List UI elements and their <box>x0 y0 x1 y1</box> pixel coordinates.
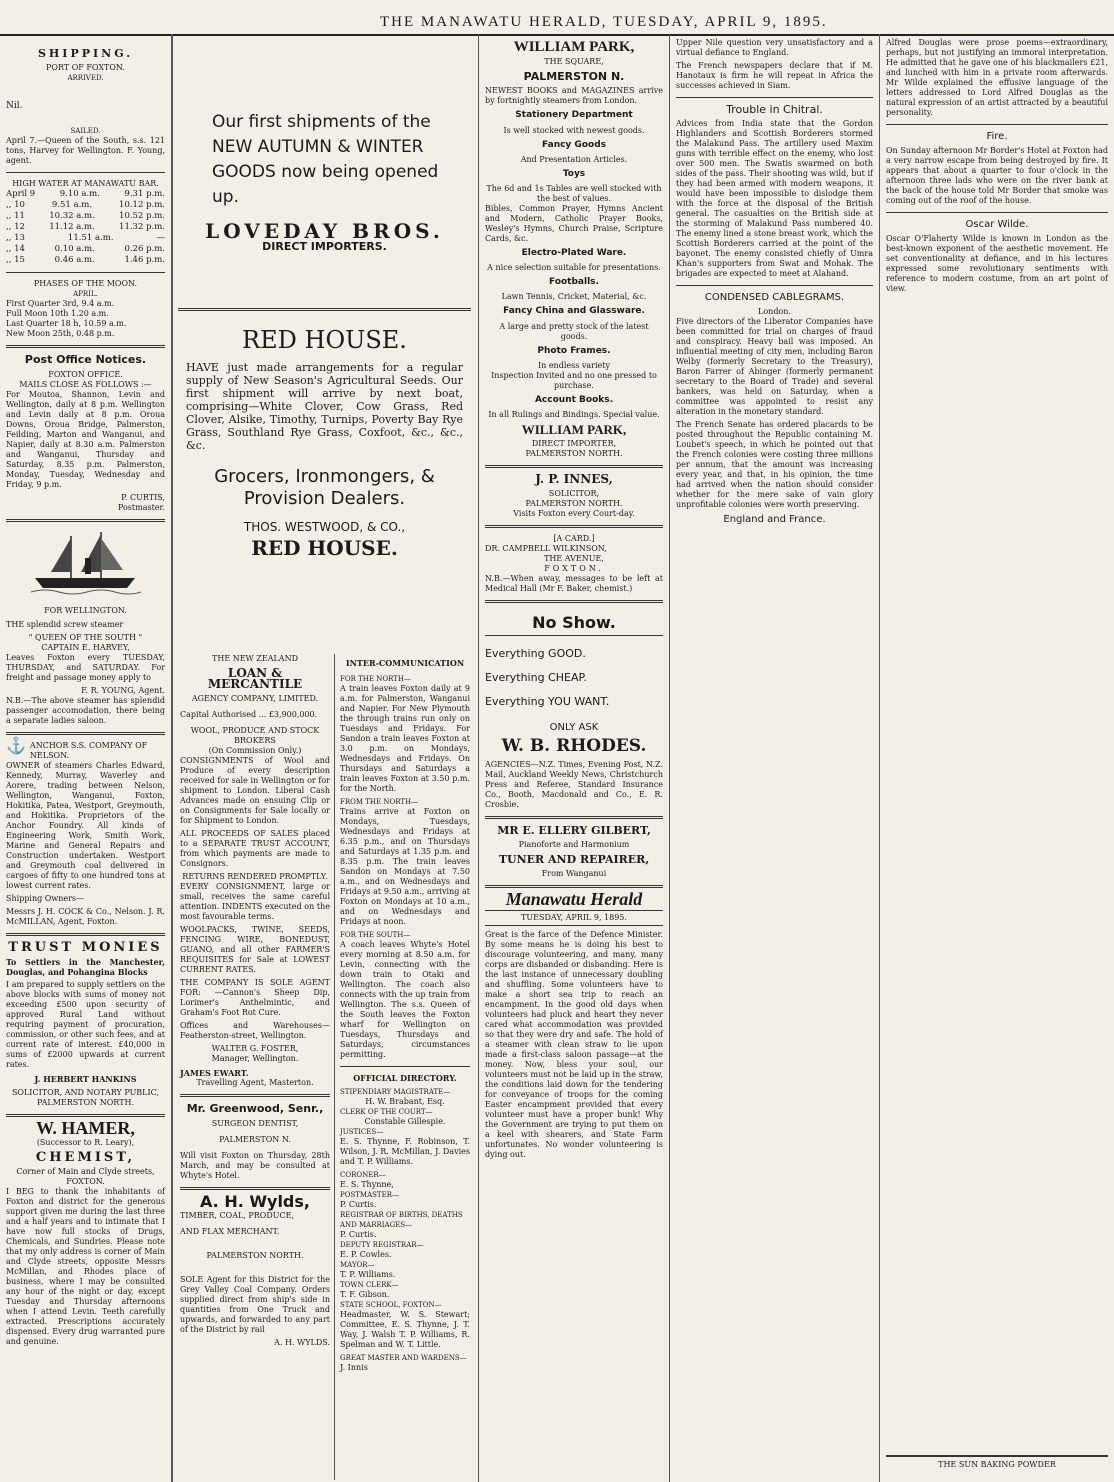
high-water-row <box>6 222 165 233</box>
park-city: PALMERSTON N. <box>523 70 625 84</box>
gilbert-from: From Wanganui <box>541 869 607 879</box>
inter-south: FOR THE SOUTH— <box>340 931 411 939</box>
moon-title: PHASES OF THE MOON. <box>33 279 138 289</box>
divider <box>6 732 165 735</box>
park-text: NEWEST BOOKS and MAGAZINES arrive by fortnightly steamers from London. <box>485 86 663 106</box>
justices-value: E. S. Thynne, F. Robinson, T. Wilson, J. R. McMillan, J. Davies and T. P. Williams. <box>340 1137 470 1166</box>
deputy-value: E. P. Cowles. <box>340 1250 392 1259</box>
chitral-title: Trouble in Chitral. <box>726 103 823 116</box>
school-label: STATE SCHOOL, FOXTON— <box>340 1301 442 1309</box>
school-value: Headmaster, W. S. Stewart; Committee, E. S. Thynne, J. T. Way, J. Walsh T. P. Williams, R. Spelman and W. T. Little. <box>340 1310 470 1349</box>
toys-title: Toys <box>562 168 586 179</box>
oscar-text: Oscar O'Flaherty Wilde is known in London as the best-known exponent of the aesthetic movement. He set conventionality at defiance, and in his lectures expressed some revolutionary sentiments with reference to modern costume, from an art point of view. <box>886 234 1108 294</box>
moon-line: New Moon 25th, 0.48 p.m. <box>6 329 115 339</box>
park-square: THE SQUARE, <box>544 57 604 67</box>
footballs-title: Footballs. <box>549 277 599 288</box>
hankins-name: J. HERBERT HANKINS <box>34 1073 137 1084</box>
china-text: A large and pretty stock of the latest goods. <box>499 321 649 341</box>
rhodes-name: W. B. RHODES. <box>501 735 647 756</box>
divider <box>180 1187 330 1190</box>
inter-communication <box>340 654 470 1373</box>
chemist-title: CHEMIST, <box>35 1150 136 1166</box>
account-text: In all Rulings and Bindings. Special value. <box>488 410 660 420</box>
sailed-label: SAILED. <box>70 127 101 136</box>
high-water-cell: ,, 14 <box>6 244 25 255</box>
greenwood-text: Will visit Foxton on Thursday, 28th March, and may be consulted at Whyte's Hotel. <box>180 1150 330 1180</box>
grocers-title: Grocers, Ironmongers, & Provision Dealers. <box>214 465 435 509</box>
paper-nameplate: Manawatu Herald <box>505 889 643 910</box>
high-water-row <box>6 255 165 266</box>
postmaster-label: POSTMASTER— <box>340 1191 399 1199</box>
stipendiary-label: STIPENDIARY MAGISTRATE— <box>340 1088 451 1096</box>
oscar-title: Oscar Wilde. <box>965 219 1029 231</box>
high-water-cell: ,, 10 <box>6 200 25 211</box>
registrar-value: P. Curtis. <box>340 1230 377 1239</box>
park-name: WILLIAM PARK, <box>513 39 635 55</box>
toys-text: The 6d and 1s Tables are well stocked with the best of values. <box>486 184 662 204</box>
nz-text1: CONSIGNMENTS of Wool and Produce of every description received for sale in Wellington or for shipment to London. Liberal Cash Advances made on ensuing Clip or on Consignments for Sale locally or for Shipment to London. <box>180 756 330 826</box>
wylds-city: PALMERSTON NORTH. <box>206 1250 304 1260</box>
stipendiary-value: H. W. Brabant, Esq. <box>365 1097 445 1106</box>
account-title: Account Books. <box>534 394 614 405</box>
loveday-text: Our first shipments of the NEW AUTUMN & WINTER GOODS now being opened up. <box>212 112 439 207</box>
nz-manager: Manager, Wellington. <box>211 1054 299 1064</box>
divider <box>485 635 663 636</box>
wilkinson-note: N.B.—When away, messages to be left at Medical Hall (Mr F. Baker, chemist.) <box>485 574 663 594</box>
noshow-title: No Show. <box>532 613 616 633</box>
divider <box>886 124 1108 125</box>
inter-from: FROM THE NORTH— <box>340 798 419 806</box>
nz-text3: EVERY CONSIGNMENT, large or small, receives the same careful attention. INDENTS executed on the most favourable terms. <box>180 882 330 922</box>
footballs-text: Lawn Tennis, Cricket, Material, &c. <box>501 292 647 302</box>
england-title: England and France. <box>723 514 826 526</box>
nz-sub: AGENCY COMPANY, LIMITED. <box>191 694 319 704</box>
high-water-cell: 9.51 a.m. <box>51 200 93 211</box>
innes-role: SOLICITOR, <box>548 489 600 499</box>
shipping-title: SHIPPING. <box>37 47 134 60</box>
clerk-label: CLERK OF THE COURT— <box>340 1108 433 1116</box>
coroner-value: E. S. Thynne, <box>340 1180 394 1189</box>
inter-north: FOR THE NORTH— <box>340 675 411 683</box>
high-water-row <box>6 233 165 244</box>
hamer-sub: (Successor to R. Leary), <box>36 1138 135 1148</box>
redhouse-footer: RED HOUSE. <box>251 535 398 560</box>
townclerk-value: T. F. Gibson. <box>340 1290 390 1299</box>
port-title: PORT OF FOXTON. <box>46 63 125 73</box>
nz-wool: WOOL, PRODUCE AND STOCK BROKERS <box>190 726 320 746</box>
wylds-name: A. H. Wylds, <box>200 1191 310 1211</box>
london-title: London. <box>758 307 791 317</box>
high-water-cell: April 9 <box>6 189 36 200</box>
everything-list <box>485 642 663 714</box>
column-news <box>670 34 880 1482</box>
china-title: Fancy China and Glassware. <box>503 306 645 317</box>
trust-sub: To Settlers in the Manchester, Douglas, and Pohangina Blocks <box>6 956 165 977</box>
post-office-sub: FOXTON OFFICE. <box>48 369 123 379</box>
loveday-name: LOVEDAY BROS. <box>205 219 444 243</box>
divider <box>485 465 663 468</box>
divider <box>676 285 873 286</box>
ewart-name: JAMES EWART. <box>180 1068 249 1079</box>
trust-title: TRUST MONIES <box>8 939 163 955</box>
official-title: OFFICIAL DIRECTORY. <box>353 1073 457 1083</box>
high-water-row <box>6 189 165 200</box>
column-wilde <box>880 34 1114 1482</box>
park-city-2: PALMERSTON NORTH. <box>525 449 623 459</box>
wylds-line2: AND FLAX MERCHANT. <box>180 1226 280 1236</box>
stationery-title: Stationery Department <box>515 110 633 121</box>
clerk-value: Constable Gillespie. <box>364 1117 446 1126</box>
fancy-text: And Presentation Articles. <box>520 154 628 164</box>
wilkinson-name: DR. CAMPBELL WILKINSON, <box>485 544 607 554</box>
moon-line: First Quarter 3rd, 9.4 a.m. <box>6 299 115 309</box>
wilkinson-town: FOXTON. <box>544 564 604 574</box>
nz-name: LOAN & MERCANTILE <box>207 666 303 692</box>
loveday-sub: DIRECT IMPORTERS. <box>262 240 387 254</box>
hankins-sub: SOLICITOR, AND NOTARY PUBLIC, PALMERSTON NORTH. <box>11 1087 160 1107</box>
high-water-cell: ,, 15 <box>6 255 25 266</box>
nz-loan-ad <box>180 654 330 1348</box>
hamer-name: W. HAMER, <box>36 1117 135 1138</box>
registrar-label: REGISTRAR OF BIRTHS, DEATHS AND MARRIAGES— <box>340 1211 463 1229</box>
high-water-cell: 10.32 a.m. <box>49 211 95 222</box>
post-office-role: Postmaster. <box>117 502 165 512</box>
high-water-cell: 0.26 p.m. <box>124 244 165 255</box>
high-water-cell: 9.10 a.m. <box>59 189 100 200</box>
nz-office: Offices and Warehouses—Featherston-street, Wellington. <box>180 1021 330 1041</box>
column-shipping <box>0 34 172 1482</box>
divider <box>485 816 663 819</box>
steamship-icon <box>31 528 141 600</box>
divider <box>485 600 663 603</box>
high-water-row <box>6 244 165 255</box>
electro-title: Electro-Plated Ware. <box>521 248 627 259</box>
hamer-text: I BEG to thank the inhabitants of Foxton and district for the generous support given me during the last three and a half years and to intimate that I have now full stocks of Drugs, Chemicals, and Sundries. Please note that my only address is corner of Main and Clyde streets, opposite Messrs McMillan, and Rhodes place of business, where I may be consulted any hour of the night or day, except Tuesday and Thursday afternoons when I attend Levin. Teeth carefully extracted. Prescriptions accurately dispensed. Every drug warranted pure and genuine. <box>6 1187 165 1347</box>
high-water-cell: 0.46 a.m. <box>54 255 95 266</box>
westwood-name: THOS. WESTWOOD, & CO., <box>243 519 406 534</box>
steamer-intro: THE splendid screw steamer <box>6 619 124 629</box>
innes-text: Visits Foxton every Court-day. <box>513 509 635 519</box>
innes-address: PALMERSTON NORTH. <box>525 499 623 509</box>
france-text: The French Senate has ordered placards to be posted throughout the Republic containing M. Loubet's speech, in which he pointed out that the French colonies were costing three millions per annum, that the amount was increasing every year, and that, in his opinion, the time had arrived when the nation should consider whether for the mere sake of vain glory unprofitable colonies were worth preserving. <box>676 420 873 510</box>
high-water-title: HIGH WATER AT MANAWATU BAR. <box>12 179 159 189</box>
post-office-sign: P. CURTIS, <box>121 492 165 502</box>
high-water-cell: ,, 12 <box>6 222 25 233</box>
park-importer: DIRECT IMPORTER, <box>531 439 617 449</box>
everything-want: Everything YOU WANT. <box>485 694 610 708</box>
nz-returns: RETURNS RENDERED PROMPTLY. <box>182 872 328 882</box>
gilbert-tuner: TUNER AND REPAIRER, <box>498 853 650 867</box>
anchor-icon: ⚓ <box>6 735 26 755</box>
mails-label: MAILS CLOSE AS FOLLOWS :— <box>19 379 152 389</box>
divider <box>180 1094 330 1097</box>
page-header <box>0 0 1114 36</box>
moon-lines <box>6 299 165 339</box>
divider <box>6 1114 165 1117</box>
anchor-heading <box>6 735 165 761</box>
everything-cheap: Everything CHEAP. <box>485 670 587 684</box>
card-label: [A CARD.] <box>553 534 595 544</box>
post-office-text: For Moutoa, Shannon, Levin and Wellington, daily at 8 p.m. Wellington and Levin daily at 8 p.m. Oroua Downs, Oroua Bridge, Palmerston, Feilding, Marton and Wanganui, and Napier, daily at 8.30 a.m. Palmerston and Wanganui, Thursday and Saturday, 8.35 p.m. Palmerston, Monday, Tuesday, Wednesday and Friday, 9 p.m. <box>6 389 165 489</box>
divider <box>6 519 165 522</box>
high-water-cell: 0.10 a.m. <box>54 244 95 255</box>
bibles-text: Bibles, Common Prayer, Hymns Ancient and Modern, Catholic Prayer Books, Wesley's Hymns, Church Praise, Scripture Cards, &c. <box>485 204 663 244</box>
editorial-text: Great is the farce of the Defence Minister. By some means he is doing his best to discourage volunteering, and many, many corps are disbanded or disbanding. Here is the last instance of unnecessary doubling and shuffling. Some volunteers have to make a short sea trip to reach an encampment. In the good old days when volunteers had pluck and heart they never cared what accommodation was provided so that they were dry and safe. The hold of a steamer with clean straw to lie upon made a first-class saloon passage—at the money. Now, bless your soul, our volunteers must not be laid up in the straw, the conditions laid down for the tendering for conveyance of troops for the coming Easter encampment provided that every volunteer must have a proper bunk! Why the Government are trying to put them on a keel with shearers, and State Farm unfortunates. No wonder volunteering is dying out. <box>485 929 663 1159</box>
stationery-text: Is well stocked with newest goods. <box>503 125 645 135</box>
divider <box>886 212 1108 213</box>
post-office-title: Post Office Notices. <box>24 353 147 367</box>
high-water-cell: ,, 11 <box>6 211 25 222</box>
ewart-sub: Travelling Agent, Masterton. <box>196 1078 314 1088</box>
wilkinson-avenue: THE AVENUE, <box>544 554 604 564</box>
wylds-sign: A. H. WYLDS. <box>274 1337 330 1347</box>
divider <box>340 1066 470 1067</box>
column-park-rhodes <box>478 34 670 1482</box>
divider <box>485 525 663 528</box>
divider <box>485 885 663 888</box>
captain: CAPTAIN E. HARVEY, <box>41 642 130 652</box>
shipping-owners: Shipping Owners— <box>6 893 85 903</box>
nz-text4: WOOLPACKS, TWINE, SEEDS, FENCING WIRE, BONEDUST, GUANO, and all other FARMER'S REQUISITES for Sale at LOWEST CURRENT RATES. <box>180 925 330 975</box>
high-water-row <box>6 211 165 222</box>
wylds-line1: TIMBER, COAL, PRODUCE, <box>180 1210 294 1220</box>
gilbert-name: MR E. ELLERY GILBERT, <box>497 824 651 838</box>
justices-label: JUSTICES— <box>340 1128 384 1136</box>
fire-text: On Sunday afternoon Mr Border's Hotel at Foxton had a very narrow escape from being destroyed by fire. It appears that about a quarter to four o'clock in the afternoon three lads who were on the river bank at the back of the house told Mr Border that smoke was coming out of the roof of the house. <box>886 146 1108 206</box>
park-name-2: WILLIAM PARK, <box>521 422 627 438</box>
high-water-cell: 11.32 p.m. <box>119 222 165 233</box>
only-ask: ONLY ASK <box>549 721 599 733</box>
moon-line: Full Moon 10th 1.20 a.m. <box>6 309 109 319</box>
redhouse-text: HAVE just made arrangements for a regular supply of New Season's Agricultural Seeds. Our first shipment will arrive by next boat, comprising—White Clover, Cow Grass, Red Clover, Alsike, Timothy, Turnips, Poverty Bay Rye Grass, Southland Rye Grass, Coxfoot, &c., &c., &c. <box>186 360 463 452</box>
arrived-nil: Nil. <box>6 101 23 112</box>
coroner-label: CORONER— <box>340 1171 386 1179</box>
sailed-text: April 7.—Queen of the South, s.s. 121 tons, Harvey for Wellington. F. Young, agent. <box>6 136 165 166</box>
anchor-agents: Messrs J. H. COCK & Co., Nelson. J. R. McMILLAN, Agent, Foxton. <box>6 906 165 926</box>
london-text: Five directors of the Liberator Companies have been committed for trial on charges of fraud and conspiracy. Heavy bail was imposed. An influential meeting of city men, including Baron Welby (formerly Secretary to the Treasury), Baron Farrer of Abinger (formerly permanent secretary to the Board of Trade) and several bankers, was held on Saturday, when a committee was appointed to resist any alteration in the monetary standard. <box>676 317 873 417</box>
mayor-value: T. P. Williams. <box>340 1270 396 1279</box>
arrived-label: ARRIVED. <box>67 74 104 83</box>
redhouse-title: RED HOUSE. <box>242 326 407 355</box>
high-water-cell: 10.12 p.m. <box>119 200 165 211</box>
invite-text: Inspection Invited and no one pressed to purchase. <box>491 370 657 390</box>
high-water-row <box>6 200 165 211</box>
mayor-label: MAYOR— <box>340 1261 375 1269</box>
greenwood-sub: SURGEON DENTIST, <box>211 1118 299 1128</box>
column-advertisements <box>172 34 477 1482</box>
divider <box>6 933 165 936</box>
fire-title: Fire. <box>986 131 1008 142</box>
nz-comm: (On Commission Only.) <box>208 746 302 756</box>
electro-text: A nice selection suitable for presentations. <box>487 263 661 273</box>
photo-title: Photo Frames. <box>537 345 611 356</box>
nz-capital: Capital Authorised ... £3,900,000. <box>180 710 318 720</box>
high-water-cell: 1.46 p.m. <box>124 255 165 266</box>
french-papers-text: The French newspapers declare that if M. Hanotaux is firm he will repeat in Africa the successes achieved in Siam. <box>676 61 873 90</box>
chitral-text: Advices from India state that the Gordon Highlanders and Scottish Borderers stormed the Malakund Pass. The artillery used Maxim guns with terrible effect on the enemy, who lost over 500 men. The Swatis swarmed on both sides of the pass. Their shooting was wild, but if they had been armed with modern weapons, it would have been impossible to dislodge them with the force at the disposal of the British general. The casualties on the British side at the storming of Malakund Pass numbered 40. The enemy lined a stone breast work, which the Scottish Borderers carried at the point of the bayonet. The enemy consisted chiefly of Umra Khan's supporters from Swat and Mohak. The brigades are expected to meet at Alahand. <box>676 119 873 279</box>
shipping-agent: F. R. YOUNG, Agent. <box>81 685 165 695</box>
moon-month: APRIL. <box>73 290 98 299</box>
inter-text2: Trains arrive at Foxton on Mondays, Tuesdays, Wednesdays and Fridays at 6.35 p.m., and on Thursdays and Saturdays at 1.35 p.m. and 8.35 p.m. The train leaves Sandon on Mondays at 7.50 a.m., and on Wednesdays and Fridays at 9.50 a.m., arriving at Foxton on Mondays at 10 a.m., and on Wednesdays and Fridays at noon. <box>340 807 470 926</box>
inter-text3: A coach leaves Whyte's Hotel every morning at 8.50 a.m. for Levin, connecting with the down train to Otaki and Wellington. The coach also connects with the up train from Wellington. The s.s. Queen of the South leaves the Foxton wharf for Wellington on Tuesdays, Thursdays and Saturdays, circumstances permitting. <box>340 940 470 1059</box>
gw-label: GREAT MASTER AND WARDENS— <box>340 1354 467 1362</box>
paper-date: TUESDAY, APRIL 9, 1895. <box>485 910 663 926</box>
nz-title: THE NEW ZEALAND <box>212 654 298 663</box>
greenwood-name: Mr. Greenwood, Senr., <box>186 1102 324 1116</box>
wylds-text: SOLE Agent for this District for the Grey Valley Coal Company. Orders supplied direct from ship's side in quantities from One Truck and upwards, and forwarded to any part of the District by rail <box>180 1274 330 1334</box>
greenwood-city: PALMERSTON N. <box>219 1134 291 1144</box>
nz-text5: THE COMPANY IS SOLE AGENT FOR: —Cannon's Sheep Dip, Lorimer's Anthelmintic, and Graham's Foot Rot Cure. <box>180 978 330 1018</box>
deputy-label: DEPUTY REGISTRAR— <box>340 1241 424 1249</box>
high-water-cell: — <box>156 233 165 244</box>
condensed-title: CONDENSED CABLEGRAMS. <box>704 292 845 304</box>
steamer-note: N.B.—The above steamer has splendid passenger accomodation, there being a separate ladies saloon. <box>6 695 165 725</box>
anchor-title: ANCHOR S.S. COMPANY OF NELSON. <box>29 740 148 760</box>
high-water-cell: 11.12 a.m. <box>49 222 95 233</box>
inter-title: INTER-COMMUNICATION <box>345 658 465 668</box>
anchor-text: OWNER of steamers Charles Edward, Kennedy, Murray, Waverley and Aorere, trading between Nelson, Wellington, Wanganui, Foxton, Hokitika, Patea, Westport, Greymouth, and Hokitika. Proprietors of the Anchor Foundry. All kinds of Engineering Work, Smith Work, Marine and General Repairs and Construction undertaken. Westport and Greymouth coal delivered in cargoes of fifty to one hundred tons at lowest current rates. <box>6 760 165 890</box>
inter-text: A train leaves Foxton daily at 9 a.m. for Palmerston, Wanganui and Napier. For New Plymouth the through trains run only on Tuesdays and Fridays. For Sandon a train leaves Foxton at 3.0 p.m. on Mondays, Wednesdays and Fridays. On Thursdays and Saturdays a train leaves Foxton at 3.50 p.m. for the North. <box>340 684 470 793</box>
leaves-text: Leaves Foxton every TUESDAY, THURSDAY, and SATURDAY. For freight and passage money apply to <box>6 652 165 682</box>
fancy-title: Fancy Goods <box>542 139 606 150</box>
trust-text: I am prepared to supply settlers on the above blocks with sums of money not exceeding £500 upon security of approved Rural Land without requiring payment of procuration, commission, or other such fees, and at current rate of interest. £40,000 in sums of £2000 upwards at current rates. <box>6 979 165 1069</box>
for-wellington: FOR WELLINGTON. <box>44 605 127 615</box>
sun-ad: THE SUN BAKING POWDER <box>886 1455 1108 1470</box>
nz-foster: WALTER G. FOSTER, <box>211 1044 299 1054</box>
divider <box>6 172 165 173</box>
divider <box>6 345 165 348</box>
wilde-text: Alfred Douglas were prose poems—extraordinary, perhaps, but not justifying an immoral interpretation. He admitted that he gave one of his blackmailers £21, and lunched with him in a private room afterwards. Mr Wilde explained the effusive language of the letters addressed to Lord Alfred Douglas as the natural expression of an artist attracted by a beautiful personality. <box>886 38 1108 117</box>
everything-good: Everything GOOD. <box>485 646 586 660</box>
photo-text: In endless variety <box>537 360 611 370</box>
steamer-name: " QUEEN OF THE SOUTH " <box>28 632 143 642</box>
upper-nile-text: Upper Nile question very unsatisfactory and a virtual defiance to England. <box>676 38 873 57</box>
nz-text2: ALL PROCEEDS OF SALES placed to a SEPARATE TRUST ACCOUNT, from which payments are made to Consignors. <box>180 829 330 869</box>
gw-value: J. Innis <box>340 1363 368 1372</box>
moon-line: Last Quarter 18 h, 10.59 a.m. <box>6 319 127 329</box>
divider <box>6 272 165 273</box>
divider <box>676 97 873 98</box>
high-water-cell: 11.51 a.m. <box>67 233 114 244</box>
hamer-address: Corner of Main and Clyde streets, FOXTON. <box>16 1167 155 1187</box>
postmaster-value: P. Curtis. <box>340 1200 377 1209</box>
gilbert-piano: Pianoforte and Harmonium <box>518 840 630 850</box>
high-water-table <box>6 189 165 266</box>
rhodes-agencies: AGENCIES—N.Z. Times, Evening Post, N.Z. Mail, Auckland Weekly News, Christchurch Press and Referee, Standard Insurance Co., Booth, Macdonald and Co., E. R. Crosbie. <box>485 760 663 810</box>
high-water-cell: 10.52 p.m. <box>119 211 165 222</box>
divider <box>178 308 471 311</box>
townclerk-label: TOWN CLERK— <box>340 1281 399 1289</box>
high-water-cell: 9.31 p.m. <box>124 189 165 200</box>
header-line: THE MANAWATU HERALD, TUESDAY, APRIL 9, 1895. <box>380 14 828 30</box>
high-water-cell: ,, 13 <box>6 233 25 244</box>
innes-name: J. P. INNES, <box>535 472 613 487</box>
